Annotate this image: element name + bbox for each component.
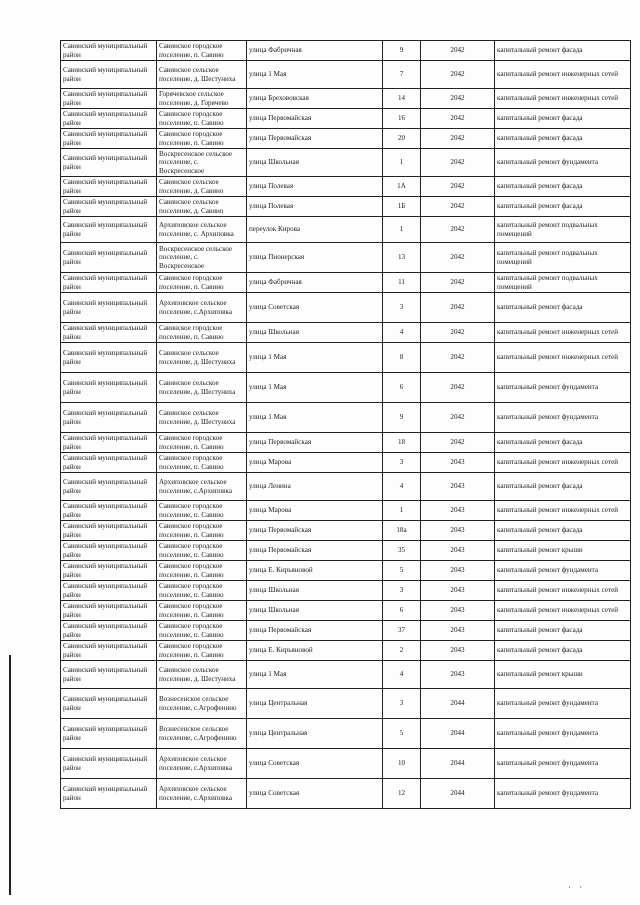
year-cell: 2044 <box>421 689 495 719</box>
street-cell: улица 1 Мая <box>247 61 383 89</box>
settlement-cell: Савинское городское поселение, п. Савино <box>157 433 247 453</box>
house-number-cell: 13 <box>383 243 421 273</box>
table-row <box>61 323 631 343</box>
settlement-cell: Архиповское сельское поселение, с.Архиповка <box>157 779 247 809</box>
street-cell: улица Советская <box>247 293 383 323</box>
street-cell: улица Первомайская <box>247 109 383 129</box>
settlement-cell: Савинское городское поселение, п. Савино <box>157 621 247 641</box>
house-number-cell: 1 <box>383 501 421 521</box>
table-row <box>61 521 631 541</box>
table-row <box>61 61 631 89</box>
house-number-cell: 37 <box>383 621 421 641</box>
house-number-cell: 11 <box>383 273 421 293</box>
district-cell: Савинский муниципальный район <box>61 197 157 217</box>
work-type-cell: капитальный ремонт фасада <box>495 177 631 197</box>
house-number-cell: 4 <box>383 661 421 689</box>
settlement-cell: Савинское городское поселение, п. Савино <box>157 541 247 561</box>
table-row <box>61 41 631 61</box>
settlement-cell: Савинское городское поселение, п. Савино <box>157 129 247 149</box>
street-cell: улица Школьная <box>247 323 383 343</box>
settlement-cell: Архиповское сельское поселение, с.Архиповка <box>157 473 247 501</box>
district-cell: Савинский муниципальный район <box>61 749 157 779</box>
street-cell: улица Брехововская <box>247 89 383 109</box>
house-number-cell: 16 <box>383 109 421 129</box>
house-number-cell: 1А <box>383 177 421 197</box>
house-number-cell: 1 <box>383 149 421 177</box>
table-row <box>61 129 631 149</box>
year-cell: 2043 <box>421 473 495 501</box>
street-cell: улица Полевая <box>247 177 383 197</box>
settlement-cell: Савинское городское поселение, п. Савино <box>157 581 247 601</box>
settlement-cell: Савинское сельское поселение, д. Савино <box>157 197 247 217</box>
street-cell: улица Пионерская <box>247 243 383 273</box>
year-cell: 2042 <box>421 403 495 433</box>
work-type-cell: капитальный ремонт инженерных сетей <box>495 343 631 373</box>
house-number-cell: 18 <box>383 433 421 453</box>
year-cell: 2043 <box>421 561 495 581</box>
settlement-cell: Вознесенское сельское поселение, с.Агрофенино <box>157 719 247 749</box>
district-cell: Савинский муниципальный район <box>61 433 157 453</box>
street-cell: улица 1 Мая <box>247 661 383 689</box>
district-cell: Савинский муниципальный район <box>61 109 157 129</box>
work-type-cell: капитальный ремонт фундамента <box>495 561 631 581</box>
work-type-cell: капитальный ремонт фасада <box>495 129 631 149</box>
work-type-cell: капитальный ремонт инженерных сетей <box>495 61 631 89</box>
district-cell: Савинский муниципальный район <box>61 661 157 689</box>
house-number-cell: 5 <box>383 719 421 749</box>
settlement-cell: Савинское городское поселение, п. Савино <box>157 561 247 581</box>
house-number-cell: 4 <box>383 473 421 501</box>
table-row <box>61 749 631 779</box>
table-row <box>61 779 631 809</box>
year-cell: 2042 <box>421 89 495 109</box>
district-cell: Савинский муниципальный район <box>61 89 157 109</box>
table-row <box>61 197 631 217</box>
table-row <box>61 293 631 323</box>
settlement-cell: Воскресенское сельское поселение, с. Воскресенское <box>157 149 247 177</box>
work-type-cell: капитальный ремонт фасада <box>495 641 631 661</box>
district-cell: Савинский муниципальный район <box>61 621 157 641</box>
district-cell: Савинский муниципальный район <box>61 521 157 541</box>
district-cell: Савинский муниципальный район <box>61 501 157 521</box>
settlement-cell: Савинское сельское поселение, д. Шестуниха <box>157 61 247 89</box>
work-type-cell: капитальный ремонт фундамента <box>495 373 631 403</box>
district-cell: Савинский муниципальный район <box>61 581 157 601</box>
street-cell: улица Центральная <box>247 689 383 719</box>
table-row <box>61 109 631 129</box>
house-number-cell: 3 <box>383 293 421 323</box>
table-row <box>61 689 631 719</box>
district-cell: Савинский муниципальный район <box>61 779 157 809</box>
year-cell: 2043 <box>421 621 495 641</box>
table-row <box>61 641 631 661</box>
table-row <box>61 581 631 601</box>
district-cell: Савинский муниципальный район <box>61 61 157 89</box>
house-number-cell: 3 <box>383 581 421 601</box>
settlement-cell: Вознесенское сельское поселение, с.Агрофенино <box>157 689 247 719</box>
table-row <box>61 217 631 243</box>
district-cell: Савинский муниципальный район <box>61 453 157 473</box>
house-number-cell: 18а <box>383 521 421 541</box>
street-cell: улица Первомайская <box>247 541 383 561</box>
settlement-cell: Савинское городское поселение, п. Савино <box>157 521 247 541</box>
year-cell: 2043 <box>421 453 495 473</box>
settlement-cell: Горячевское сельское поселение, д. Горячево <box>157 89 247 109</box>
work-type-cell: капитальный ремонт фасада <box>495 41 631 61</box>
year-cell: 2042 <box>421 273 495 293</box>
house-number-cell: 9 <box>383 403 421 433</box>
work-type-cell: капитальный ремонт крыши <box>495 541 631 561</box>
work-type-cell: капитальный ремонт фасада <box>495 197 631 217</box>
district-cell: Савинский муниципальный район <box>61 689 157 719</box>
street-cell: улица 1 Мая <box>247 343 383 373</box>
work-type-cell: капитальный ремонт подвальных помещений <box>495 273 631 293</box>
district-cell: Савинский муниципальный район <box>61 601 157 621</box>
work-type-cell: капитальный ремонт инженерных сетей <box>495 581 631 601</box>
house-number-cell: 14 <box>383 89 421 109</box>
house-number-cell: 35 <box>383 541 421 561</box>
street-cell: улица Фабричная <box>247 273 383 293</box>
settlement-cell: Савинское сельское поселение, д. Шестуниха <box>157 373 247 403</box>
table-row <box>61 373 631 403</box>
settlement-cell: Савинское городское поселение, п. Савино <box>157 273 247 293</box>
year-cell: 2042 <box>421 323 495 343</box>
district-cell: Савинский муниципальный район <box>61 293 157 323</box>
district-cell: Савинский муниципальный район <box>61 719 157 749</box>
year-cell: 2042 <box>421 109 495 129</box>
work-type-cell: капитальный ремонт подвальных помещений <box>495 243 631 273</box>
work-type-cell: капитальный ремонт фасада <box>495 473 631 501</box>
street-cell: улица 1 Мая <box>247 403 383 433</box>
street-cell: улица Школьная <box>247 149 383 177</box>
table-row <box>61 343 631 373</box>
work-type-cell: капитальный ремонт инженерных сетей <box>495 453 631 473</box>
street-cell: улица Е. Кирьяновой <box>247 561 383 581</box>
street-cell: улица Марова <box>247 453 383 473</box>
settlement-cell: Савинское городское поселение, п. Савино <box>157 601 247 621</box>
district-cell: Савинский муниципальный район <box>61 149 157 177</box>
table-row <box>61 89 631 109</box>
house-number-cell: 9 <box>383 41 421 61</box>
street-cell: переулок Кирова <box>247 217 383 243</box>
work-type-cell: капитальный ремонт крыши <box>495 661 631 689</box>
work-type-cell: капитальный ремонт инженерных сетей <box>495 601 631 621</box>
district-cell: Савинский муниципальный район <box>61 541 157 561</box>
work-type-cell: капитальный ремонт фундамента <box>495 403 631 433</box>
year-cell: 2043 <box>421 641 495 661</box>
settlement-cell: Архиповское сельское поселение, с. Архиповка <box>157 217 247 243</box>
street-cell: улица Ленина <box>247 473 383 501</box>
table-row <box>61 561 631 581</box>
work-type-cell: капитальный ремонт фундамента <box>495 779 631 809</box>
house-number-cell: 8 <box>383 343 421 373</box>
work-type-cell: капитальный ремонт фундамента <box>495 749 631 779</box>
work-type-cell: капитальный ремонт инженерных сетей <box>495 89 631 109</box>
street-cell: улица Школьная <box>247 581 383 601</box>
year-cell: 2042 <box>421 177 495 197</box>
year-cell: 2042 <box>421 293 495 323</box>
work-type-cell: капитальный ремонт фасада <box>495 621 631 641</box>
work-type-cell: капитальный ремонт подвальных помещений <box>495 217 631 243</box>
table-row <box>61 243 631 273</box>
district-cell: Савинский муниципальный район <box>61 129 157 149</box>
year-cell: 2043 <box>421 601 495 621</box>
district-cell: Савинский муниципальный район <box>61 273 157 293</box>
district-cell: Савинский муниципальный район <box>61 473 157 501</box>
year-cell: 2044 <box>421 749 495 779</box>
settlement-cell: Савинское городское поселение, п. Савино <box>157 641 247 661</box>
year-cell: 2044 <box>421 719 495 749</box>
settlement-cell: Савинское городское поселение, п. Савино <box>157 501 247 521</box>
table-row <box>61 403 631 433</box>
table-row <box>61 719 631 749</box>
street-cell: улица Советская <box>247 749 383 779</box>
settlement-cell: Савинское сельское поселение, д. Савино <box>157 177 247 197</box>
street-cell: улица Первомайская <box>247 521 383 541</box>
district-cell: Савинский муниципальный район <box>61 177 157 197</box>
binding-margin-line <box>9 655 11 895</box>
year-cell: 2043 <box>421 661 495 689</box>
housing-repair-table <box>60 40 631 809</box>
settlement-cell: Савинское городское поселение, п. Савино <box>157 41 247 61</box>
work-type-cell: капитальный ремонт инженерных сетей <box>495 323 631 343</box>
settlement-cell: Савинское городское поселение, п. Савино <box>157 323 247 343</box>
house-number-cell: 1Б <box>383 197 421 217</box>
house-number-cell: 5 <box>383 561 421 581</box>
table-row <box>61 273 631 293</box>
settlement-cell: Савинское городское поселение, п. Савино <box>157 453 247 473</box>
year-cell: 2043 <box>421 581 495 601</box>
house-number-cell: 2 <box>383 641 421 661</box>
table-row <box>61 621 631 641</box>
street-cell: улица 1 Мая <box>247 373 383 403</box>
house-number-cell: 12 <box>383 779 421 809</box>
year-cell: 2042 <box>421 61 495 89</box>
year-cell: 2042 <box>421 129 495 149</box>
work-type-cell: капитальный ремонт фундамента <box>495 689 631 719</box>
house-number-cell: 20 <box>383 129 421 149</box>
house-number-cell: 1 <box>383 217 421 243</box>
year-cell: 2042 <box>421 243 495 273</box>
work-type-cell: капитальный ремонт фундамента <box>495 719 631 749</box>
house-number-cell: 7 <box>383 61 421 89</box>
table-row <box>61 149 631 177</box>
table-row <box>61 501 631 521</box>
table-row <box>61 177 631 197</box>
year-cell: 2042 <box>421 197 495 217</box>
work-type-cell: капитальный ремонт фасада <box>495 433 631 453</box>
settlement-cell: Воскресенское сельское поселение, с. Воскресенское <box>157 243 247 273</box>
work-type-cell: капитальный ремонт инженерных сетей <box>495 501 631 521</box>
district-cell: Савинский муниципальный район <box>61 217 157 243</box>
street-cell: улица Фабричная <box>247 41 383 61</box>
table-row <box>61 601 631 621</box>
scan-specks: · · <box>568 882 586 892</box>
district-cell: Савинский муниципальный район <box>61 323 157 343</box>
street-cell: улица Первомайская <box>247 129 383 149</box>
settlement-cell: Савинское сельское поселение, д. Шестуниха <box>157 661 247 689</box>
year-cell: 2042 <box>421 41 495 61</box>
house-number-cell: 4 <box>383 323 421 343</box>
street-cell: улица Школьная <box>247 601 383 621</box>
table-row <box>61 453 631 473</box>
year-cell: 2042 <box>421 149 495 177</box>
house-number-cell: 10 <box>383 749 421 779</box>
work-type-cell: капитальный ремонт фасада <box>495 109 631 129</box>
settlement-cell: Савинское сельское поселение, д. Шестуниха <box>157 343 247 373</box>
work-type-cell: капитальный ремонт фасада <box>495 521 631 541</box>
district-cell: Савинский муниципальный район <box>61 41 157 61</box>
year-cell: 2044 <box>421 779 495 809</box>
year-cell: 2043 <box>421 501 495 521</box>
table-row <box>61 541 631 561</box>
street-cell: улица Первомайская <box>247 433 383 453</box>
settlement-cell: Савинское сельское поселение, д. Шестуниха <box>157 403 247 433</box>
work-type-cell: капитальный ремонт фундамента <box>495 149 631 177</box>
year-cell: 2043 <box>421 541 495 561</box>
table-row <box>61 661 631 689</box>
district-cell: Савинский муниципальный район <box>61 343 157 373</box>
district-cell: Савинский муниципальный район <box>61 243 157 273</box>
house-number-cell: 6 <box>383 601 421 621</box>
year-cell: 2042 <box>421 373 495 403</box>
street-cell: улица Полевая <box>247 197 383 217</box>
house-number-cell: 6 <box>383 373 421 403</box>
year-cell: 2042 <box>421 433 495 453</box>
street-cell: улица Е. Кирьяновой <box>247 641 383 661</box>
year-cell: 2042 <box>421 217 495 243</box>
district-cell: Савинский муниципальный район <box>61 373 157 403</box>
table-row <box>61 473 631 501</box>
district-cell: Савинский муниципальный район <box>61 403 157 433</box>
table-row <box>61 433 631 453</box>
street-cell: улица Советская <box>247 779 383 809</box>
settlement-cell: Савинское городское поселение, п. Савино <box>157 109 247 129</box>
street-cell: улица Центральная <box>247 719 383 749</box>
year-cell: 2043 <box>421 521 495 541</box>
house-number-cell: 3 <box>383 453 421 473</box>
district-cell: Савинский муниципальный район <box>61 561 157 581</box>
table-body <box>61 41 631 809</box>
house-number-cell: 3 <box>383 689 421 719</box>
settlement-cell: Архиповское сельское поселение, с.Архиповка <box>157 749 247 779</box>
year-cell: 2042 <box>421 343 495 373</box>
street-cell: улица Марова <box>247 501 383 521</box>
street-cell: улица Первомайская <box>247 621 383 641</box>
work-type-cell: капитальный ремонт фасада <box>495 293 631 323</box>
district-cell: Савинский муниципальный район <box>61 641 157 661</box>
settlement-cell: Архиповское сельское поселение, с.Архиповка <box>157 293 247 323</box>
